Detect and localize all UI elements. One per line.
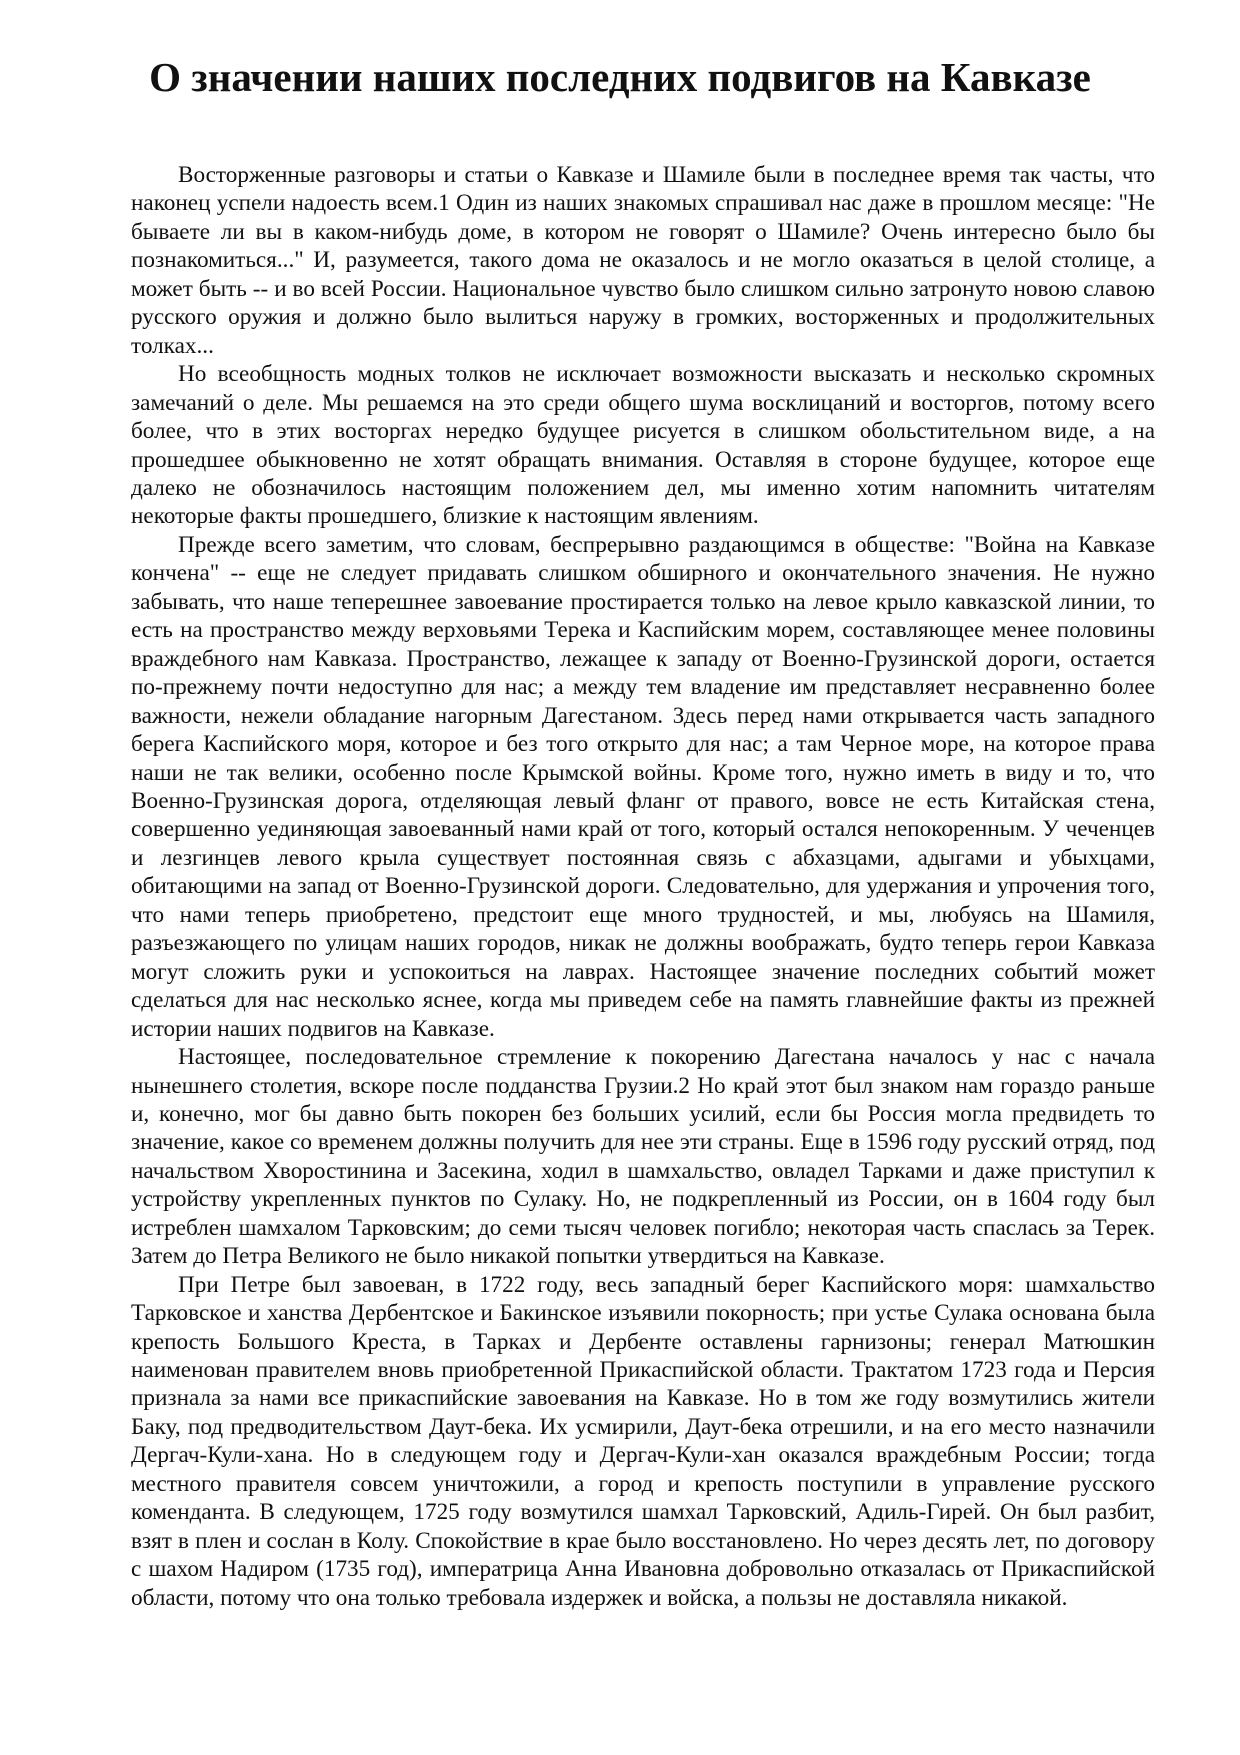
document-body bbox=[131, 161, 1155, 1612]
paragraph: Восторженные разговоры и статьи о Кавказе и Шамиле были в последнее время так часты, что наконец успели надоесть всем.1 Один из наших знакомых спрашивал нас даже в прошлом месяце: "Не бываете ли вы в каком-нибудь доме, в котором не говорят о Шамиле? Очень интересно было бы познакомиться..." И, разумеется, такого дома не оказалось и не могло оказаться в целой столице, а может быть -- и во всей России. Национальное чувство было слишком сильно затронуто новою славою русского оружия и должно было вылиться наружу в громких, восторженных и продолжительных толках... bbox=[131, 162, 1155, 359]
document-title: О значении наших последних подвигов на Кавказе bbox=[149, 54, 1091, 100]
paragraph: При Петре был завоеван, в 1722 году, весь западный берег Каспийского моря: шамхальство Тарковское и ханства Дербентское и Бакинское изъявили покорность; при устье Сулака основана была крепость Большого Креста, в Тарках и Дербенте оставлены гарнизоны; генерал Матюшкин наименован правителем вновь приобретенной Прикаспийской области. Трактатом 1723 года и Персия признала за нами все прикаспийские завоевания на Кавказе. Но в том же году возмутились жители Баку, под предводительством Даут-бека. Их усмирили, Даут-бека отрешили, и на его место назначили Дергач-Кули-хана. Но в следующем году и Дергач-Кули-хан оказался враждебным России; тогда местного правителя совсем уничтожили, а город и крепость поступили в управление русского коменданта. В следующем, 1725 году возмутился шамхал Тарковский, Адиль-Гирей. Он был разбит, взят в плен и сослан в Колу. Спокойствие в крае было восстановлено. Но через десять лет, по договору с шахом Надиром (1735 год), императрица Анна Ивановна добровольно отказалась от Прикаспийской области, потому что она только требовала издержек и войска, а пользы не доставляла никакой. bbox=[131, 1271, 1155, 1611]
paragraph: Прежде всего заметим, что словам, беспрерывно раздающимся в обществе: "Война на Кавказе кончена" -- еще не следует придавать слишком обширного и окончательного значения. Не нужно забывать, что наше теперешнее завоевание простирается только на левое крыло кавказской линии, то есть на пространство между верховьями Терека и Каспийским морем, составляющее менее половины враждебного нам Кавказа. Пространство, лежащее к западу от Военно-Грузинской дороги, остается по-прежнему почти недоступно для нас; а между тем владение им представляет несравненно более важности, нежели обладание нагорным Дагестаном. Здесь перед нами открывается часть западного берега Каспийского моря, которое и без того открыто для нас; а там Черное море, на которое права наши не так велики, особенно после Крымской войны. Кроме того, нужно иметь в виду и то, что Военно-Грузинская дорога, отделяющая левый фланг от правого, вовсе не есть Китайская стена, совершенно уединяющая завоеванный нами край от того, который остался непокоренным. У чеченцев и лезгинцев левого крыла существует постоянная связь с абхазцами, адыгами и убыхцами, обитающими на запад от Военно-Грузинской дороги. Следовательно, для удержания и упрочения того, что нами теперь приобретено, предстоит еще много трудностей, и мы, любуясь на Шамиля, разъезжающего по улицам наших городов, никак не должны воображать, будто теперь герои Кавказа могут сложить руки и успокоиться на лаврах. Настоящее значение последних событий может сделаться для нас несколько яснее, когда мы приведем себе на память главнейшие факты из прежней истории наших подвигов на Кавказе. bbox=[131, 531, 1155, 1042]
paragraph: Настоящее, последовательное стремление к покорению Дагестана началось у нас с начала нынешнего столетия, вскоре после подданства Грузии.2 Но край этот был знаком нам гораздо раньше и, конечно, мог бы давно быть покорен без больших усилий, если бы Россия могла предвидеть то значение, какое со временем должны получить для нее эти страны. Еще в 1596 году русский отряд, под начальством Хворостинина и Засекина, ходил в шамхальство, овладел Тарками и даже приступил к устройству укрепленных пунктов по Сулаку. Но, не подкрепленный из России, он в 1604 году был истреблен шамхалом Тарковским; до семи тысяч человек погибло; некоторая часть спаслась за Терек. Затем до Петра Великого не было никакой попытки утвердиться на Кавказе. bbox=[131, 1044, 1155, 1270]
paragraph: Но всеобщность модных толков не исключает возможности высказать и несколько скромных замечаний о деле. Мы решаемся на это среди общего шума восклицаний и восторгов, потому всего более, что в этих восторгах нередко будущее рисуется в слишком обольстительном виде, а на прошедшее обыкновенно не хотят обращать внимания. Оставляя в стороне будущее, которое еще далеко не обозначилось настоящим положением дел, мы именно хотим напомнить читателям некоторые факты прошедшего, близкие к настоящим явлениям. bbox=[131, 361, 1155, 530]
